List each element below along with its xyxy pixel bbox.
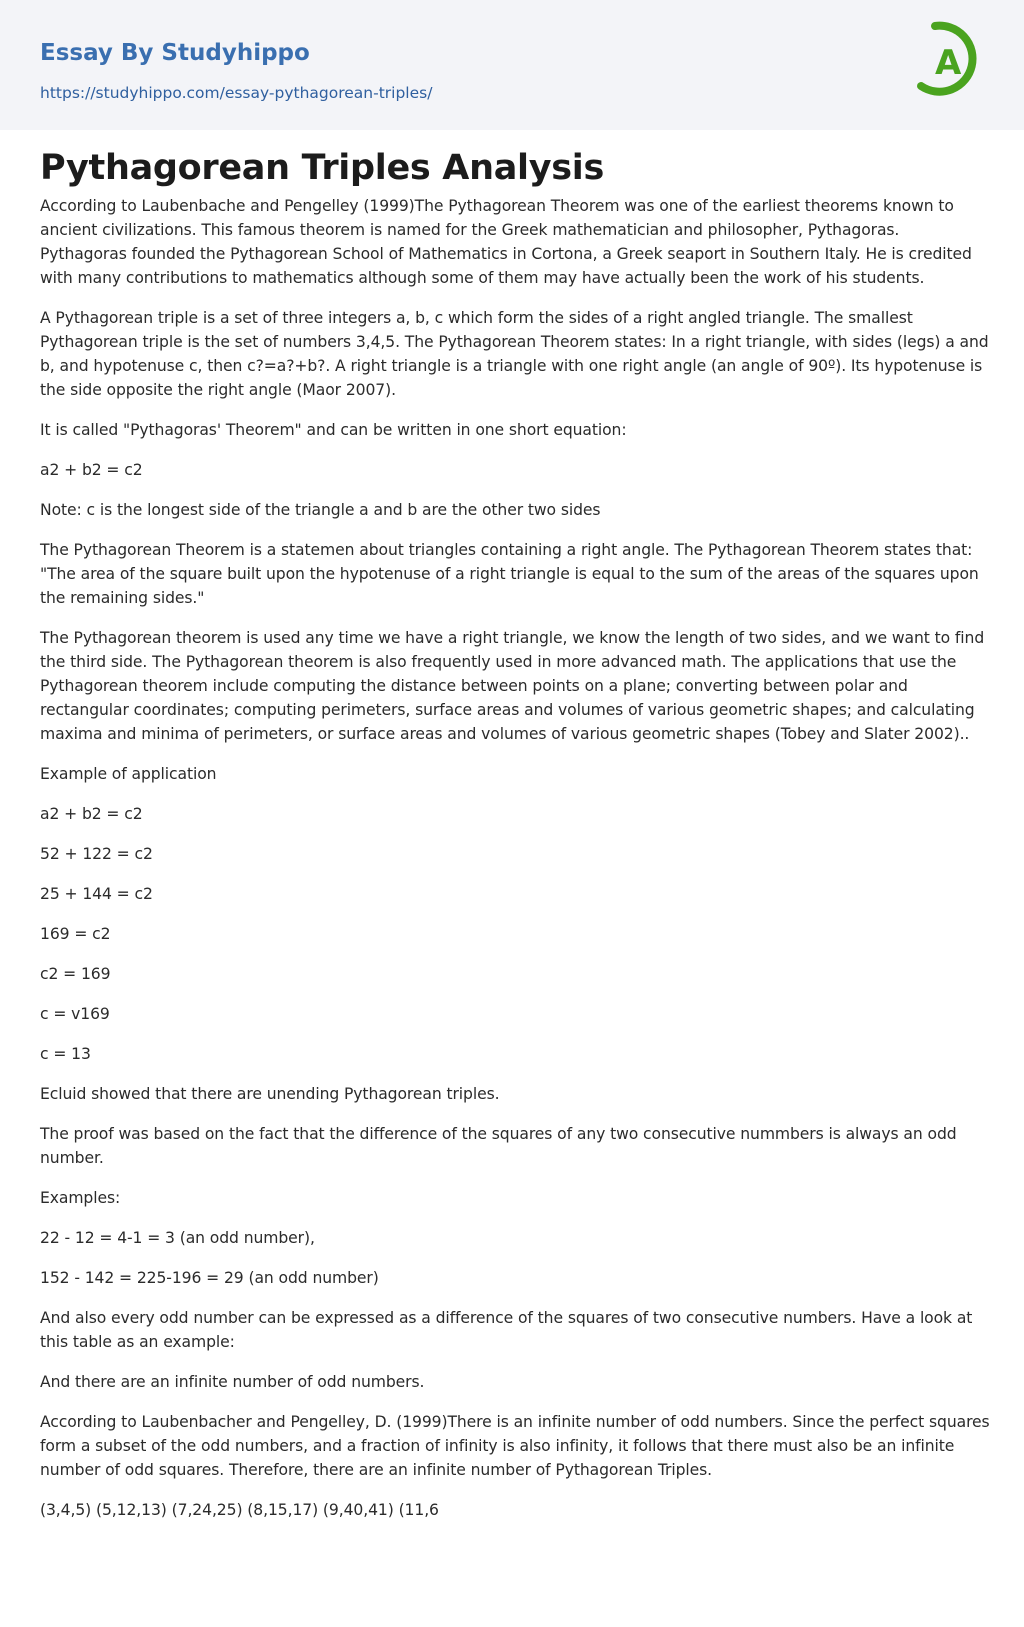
article-paragraph: The Pythagorean Theorem is a statemen about triangles containing a right angle. The Pythagorean Theorem states that: "The area of the square built upon the hypotenuse of a right triangle is equal to the sum of the areas of the squares upon the remaining sides." bbox=[40, 541, 979, 607]
article-paragraph: 169 = c2 bbox=[40, 925, 111, 943]
article-paragraph: Examples: bbox=[40, 1189, 121, 1207]
article-paragraph: 22 - 12 = 4-1 = 3 (an odd number), bbox=[40, 1229, 315, 1247]
article-paragraph: a2 + b2 = c2 bbox=[40, 461, 143, 479]
article-paragraphs bbox=[40, 194, 990, 1522]
article-url-link[interactable]: https://studyhippo.com/essay-pythagorean-triples/ bbox=[40, 84, 433, 102]
article-paragraph: 152 - 142 = 225-196 = 29 (an odd number) bbox=[40, 1269, 379, 1287]
article-paragraph: a2 + b2 = c2 bbox=[40, 805, 143, 823]
logo-letter: A bbox=[935, 43, 962, 83]
article-paragraph: According to Laubenbacher and Pengelley, D. (1999)There is an infinite number of odd numbers. Since the perfect squares form a subset of the odd numbers, and a fraction of infinity is also infinity, it follows that there must also be an infinite number of odd squares. Therefore, there are an infinite number of Pythagorean Triples. bbox=[40, 1413, 990, 1479]
article-paragraph: 25 + 144 = c2 bbox=[40, 885, 153, 903]
article-paragraph: And there are an infinite number of odd numbers. bbox=[40, 1373, 425, 1391]
article-title: Pythagorean Triples Analysis bbox=[40, 148, 604, 188]
article-paragraph: c = v169 bbox=[40, 1005, 110, 1023]
site-header bbox=[0, 0, 1024, 130]
article-paragraph: 52 + 122 = c2 bbox=[40, 845, 153, 863]
brand-name[interactable]: Essay By Studyhippo bbox=[40, 40, 310, 66]
article-paragraph: Example of application bbox=[40, 765, 217, 783]
article-paragraph: c = 13 bbox=[40, 1045, 91, 1063]
article-paragraph: Ecluid showed that there are unending Pythagorean triples. bbox=[40, 1085, 500, 1103]
article-paragraph: It is called "Pythagoras' Theorem" and can be written in one short equation: bbox=[40, 421, 627, 439]
article-paragraph: c2 = 169 bbox=[40, 965, 111, 983]
article-paragraph: Note: c is the longest side of the triangle a and b are the other two sides bbox=[40, 501, 601, 519]
article-paragraph: A Pythagorean triple is a set of three integers a, b, c which form the sides of a right angled triangle. The smallest Pythagorean triple is the set of numbers 3,4,5. The Pythagorean Theorem states: In a right triangle, with sides (legs) a and b, and hypotenuse c, then c?=a?+b?. A right triangle is a triangle with one right angle (an angle of 90º). Its hypotenuse is the side opposite the right angle (Maor 2007). bbox=[40, 309, 989, 399]
article-paragraph: (3,4,5) (5,12,13) (7,24,25) (8,15,17) (9,40,41) (11,6 bbox=[40, 1501, 439, 1519]
article-body bbox=[40, 146, 990, 1538]
studyhippo-logo-icon[interactable] bbox=[913, 18, 987, 104]
article-paragraph: The Pythagorean theorem is used any time we have a right triangle, we know the length of two sides, and we want to find the third side. The Pythagorean theorem is also frequently used in more advanced math. The applications that use the Pythagorean theorem include computing the distance between points on a plane; converting between polar and rectangular coordinates; computing perimeters, surface areas and volumes of various geometric shapes; and calculating maxima and minima of perimeters, or surface areas and volumes of various geometric shapes (Tobey and Slater 2002).. bbox=[40, 629, 985, 743]
article-paragraph: The proof was based on the fact that the difference of the squares of any two consecutive nummbers is always an odd number. bbox=[40, 1125, 957, 1167]
article-paragraph: And also every odd number can be expressed as a difference of the squares of two consecutive numbers. Have a look at this table as an example: bbox=[40, 1309, 973, 1351]
article-paragraph: According to Laubenbache and Pengelley (1999)The Pythagorean Theorem was one of the earliest theorems known to ancient civilizations. This famous theorem is named for the Greek mathematician and philosopher, Pythagoras. Pythagoras founded the Pythagorean School of Mathematics in Cortona, a Greek seaport in Southern Italy. He is credited with many contributions to mathematics although some of them may have actually been the work of his students. bbox=[40, 197, 972, 287]
